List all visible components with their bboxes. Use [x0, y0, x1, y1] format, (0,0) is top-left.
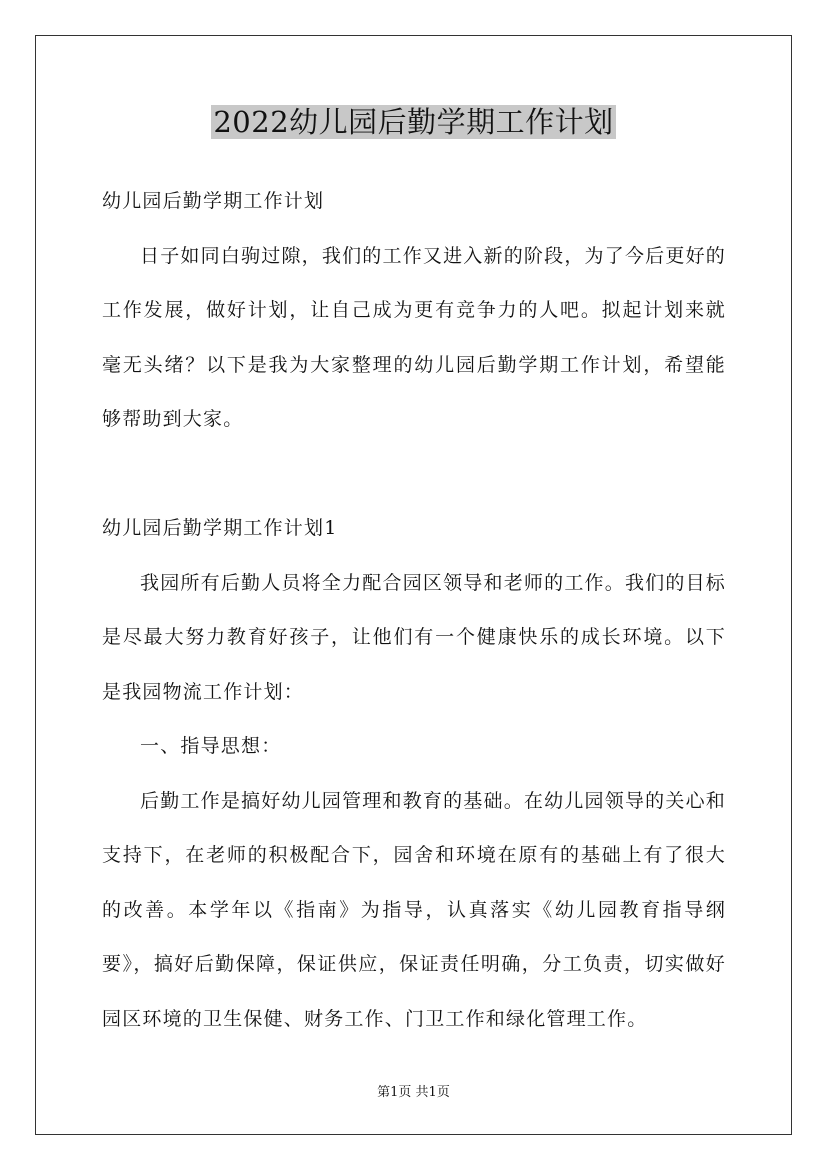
section-heading: 幼儿园后勤学期工作计划1 [102, 517, 338, 539]
intro-paragraph: 日子如同白驹过隙，我们的工作又进入新的阶段，为了今后更好的工作发展，做好计划，让自己成为更有竞争力的人吧。拟起计划来就毫无头绪？以下是我为大家整理的幼儿园后勤学期工作计划，希望能够帮助到大家。 [102, 244, 726, 430]
document-title-text: 2022幼儿园后勤学期工作计划 [213, 105, 614, 139]
guiding-paragraph: 后勤工作是搞好幼儿园管理和教育的基础。在幼儿园领导的关心和支持下，在老师的积极配合下，园舍和环境在原有的基础上有了很大的改善。本学年以《指南》为指导，认真落实《幼儿园教育指导纲要》，搞好后勤保障，保证供应，保证责任明确，分工负责，切实做好园区环境的卫生保健、财务工作、门卫工作和绿化管理工作。 [102, 789, 726, 1030]
section-paragraph: 我园所有后勤人员将全力配合园区领导和老师的工作。我们的目标是尽最大努力教育好孩子，让他们有一个健康快乐的成长环境。以下是我园物流工作计划： [102, 571, 726, 703]
document-subtitle: 幼儿园后勤学期工作计划 [102, 190, 325, 212]
page-footer: 第1页 共1页 [377, 1085, 450, 1100]
document-body [102, 174, 726, 1046]
guiding-heading: 一、指导思想： [140, 735, 282, 757]
blank-line [102, 447, 726, 502]
document-title [0, 102, 827, 142]
